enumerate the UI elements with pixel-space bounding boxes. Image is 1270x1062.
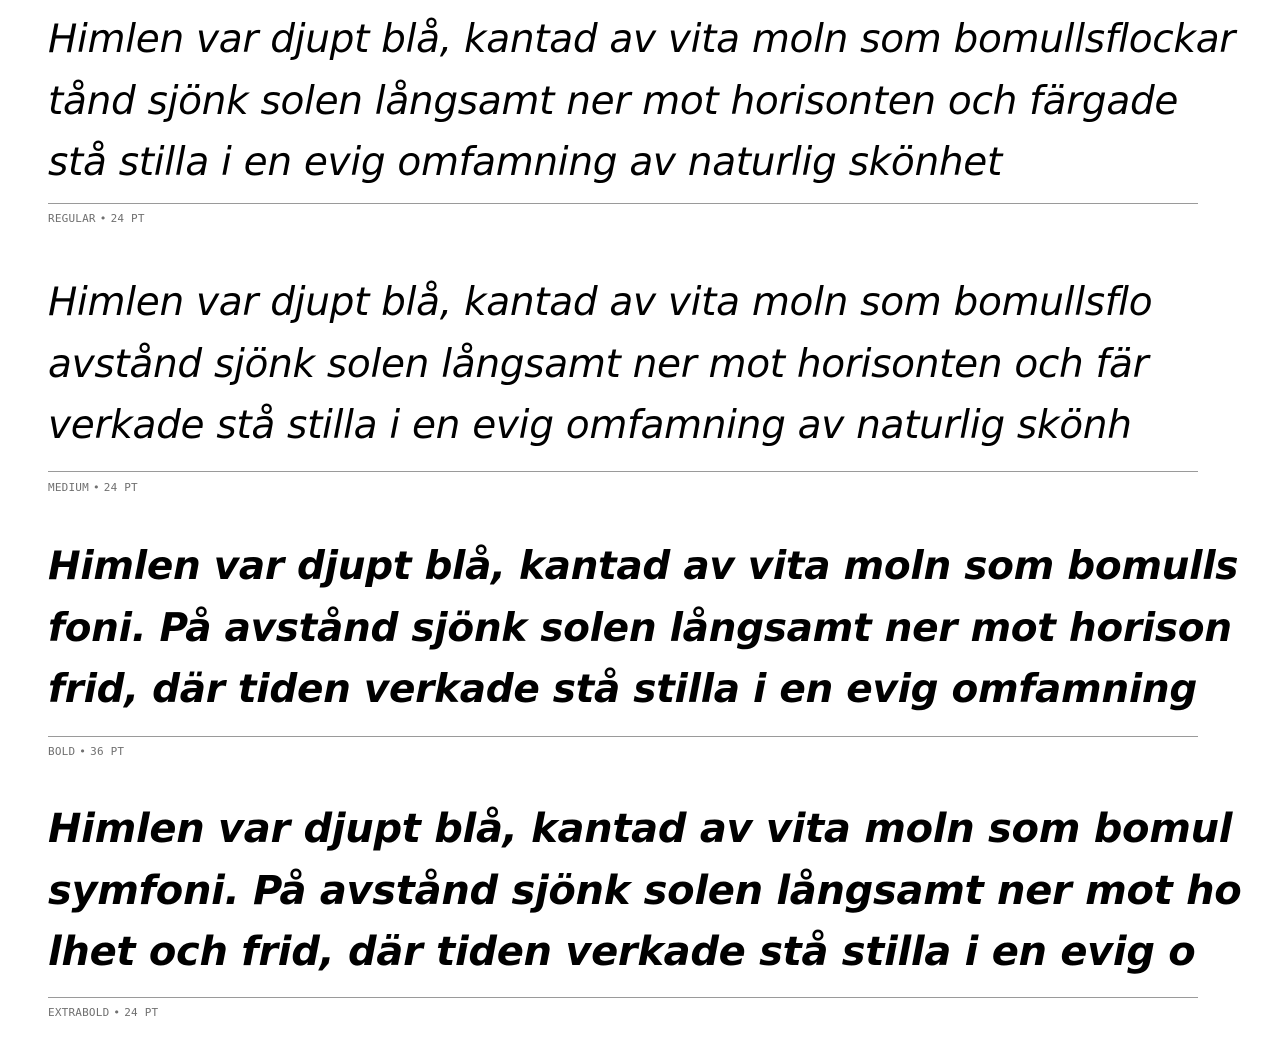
sample-line: Himlen var djupt blå, kantad av vita moln som bomullsflockar bbox=[48, 17, 1236, 62]
sample-line: tånd sjönk solen långsamt ner mot horisonten och färgade bbox=[48, 78, 1179, 124]
separator-dot: • bbox=[113, 1006, 121, 1019]
sample-line: Himlen var djupt blå, kantad av vita moln som bomullsflo bbox=[48, 280, 1153, 325]
weight-size-caption bbox=[48, 1006, 158, 1019]
sample-line: verkade stå stilla i en evig omfamning av naturlig skönh bbox=[48, 403, 1132, 448]
weight-size-caption bbox=[48, 745, 124, 758]
separator-dot: • bbox=[99, 212, 107, 225]
sample-line: symfoni. På avstånd sjönk solen långsamt ner mot ho bbox=[48, 867, 1242, 914]
divider-rule bbox=[48, 997, 1198, 998]
specimen-bold bbox=[48, 536, 1239, 758]
divider-rule bbox=[48, 471, 1198, 472]
weight-size-caption bbox=[48, 481, 138, 494]
weight-label: REGULAR bbox=[48, 212, 96, 225]
sample-line: lhet och frid, där tiden verkade stå stilla i en evig o bbox=[48, 929, 1196, 975]
sample-text-extrabold bbox=[48, 799, 1270, 984]
size-label: 36 PT bbox=[90, 745, 125, 758]
sample-text-regular bbox=[48, 9, 1270, 194]
sample-line: avstånd sjönk solen långsamt ner mot horisonten och fär bbox=[48, 341, 1149, 387]
divider-rule bbox=[48, 736, 1198, 737]
divider-rule bbox=[48, 203, 1198, 204]
specimen-extrabold bbox=[48, 799, 1242, 1019]
sample-line: frid, där tiden verkade stå stilla i en evig omfamning bbox=[48, 667, 1198, 712]
separator-dot: • bbox=[79, 745, 87, 758]
size-label: 24 PT bbox=[124, 1006, 159, 1019]
sample-line: foni. På avstånd sjönk solen långsamt ner mot horison bbox=[48, 605, 1232, 651]
sample-text-medium bbox=[48, 272, 1270, 457]
separator-dot: • bbox=[92, 481, 100, 494]
sample-line: Himlen var djupt blå, kantad av vita moln som bomulls bbox=[48, 544, 1239, 589]
sample-text-bold bbox=[48, 536, 1270, 721]
weight-label: MEDIUM bbox=[48, 481, 89, 494]
size-label: 24 PT bbox=[110, 212, 145, 225]
sample-line: stå stilla i en evig omfamning av naturlig skönhet bbox=[48, 140, 1002, 185]
specimen-medium bbox=[48, 272, 1198, 494]
specimen-regular bbox=[48, 9, 1236, 225]
size-label: 24 PT bbox=[103, 481, 138, 494]
weight-label: BOLD bbox=[48, 745, 76, 758]
weight-label: EXTRABOLD bbox=[48, 1006, 110, 1019]
sample-line: Himlen var djupt blå, kantad av vita moln som bomul bbox=[48, 806, 1233, 852]
weight-size-caption bbox=[48, 212, 145, 225]
